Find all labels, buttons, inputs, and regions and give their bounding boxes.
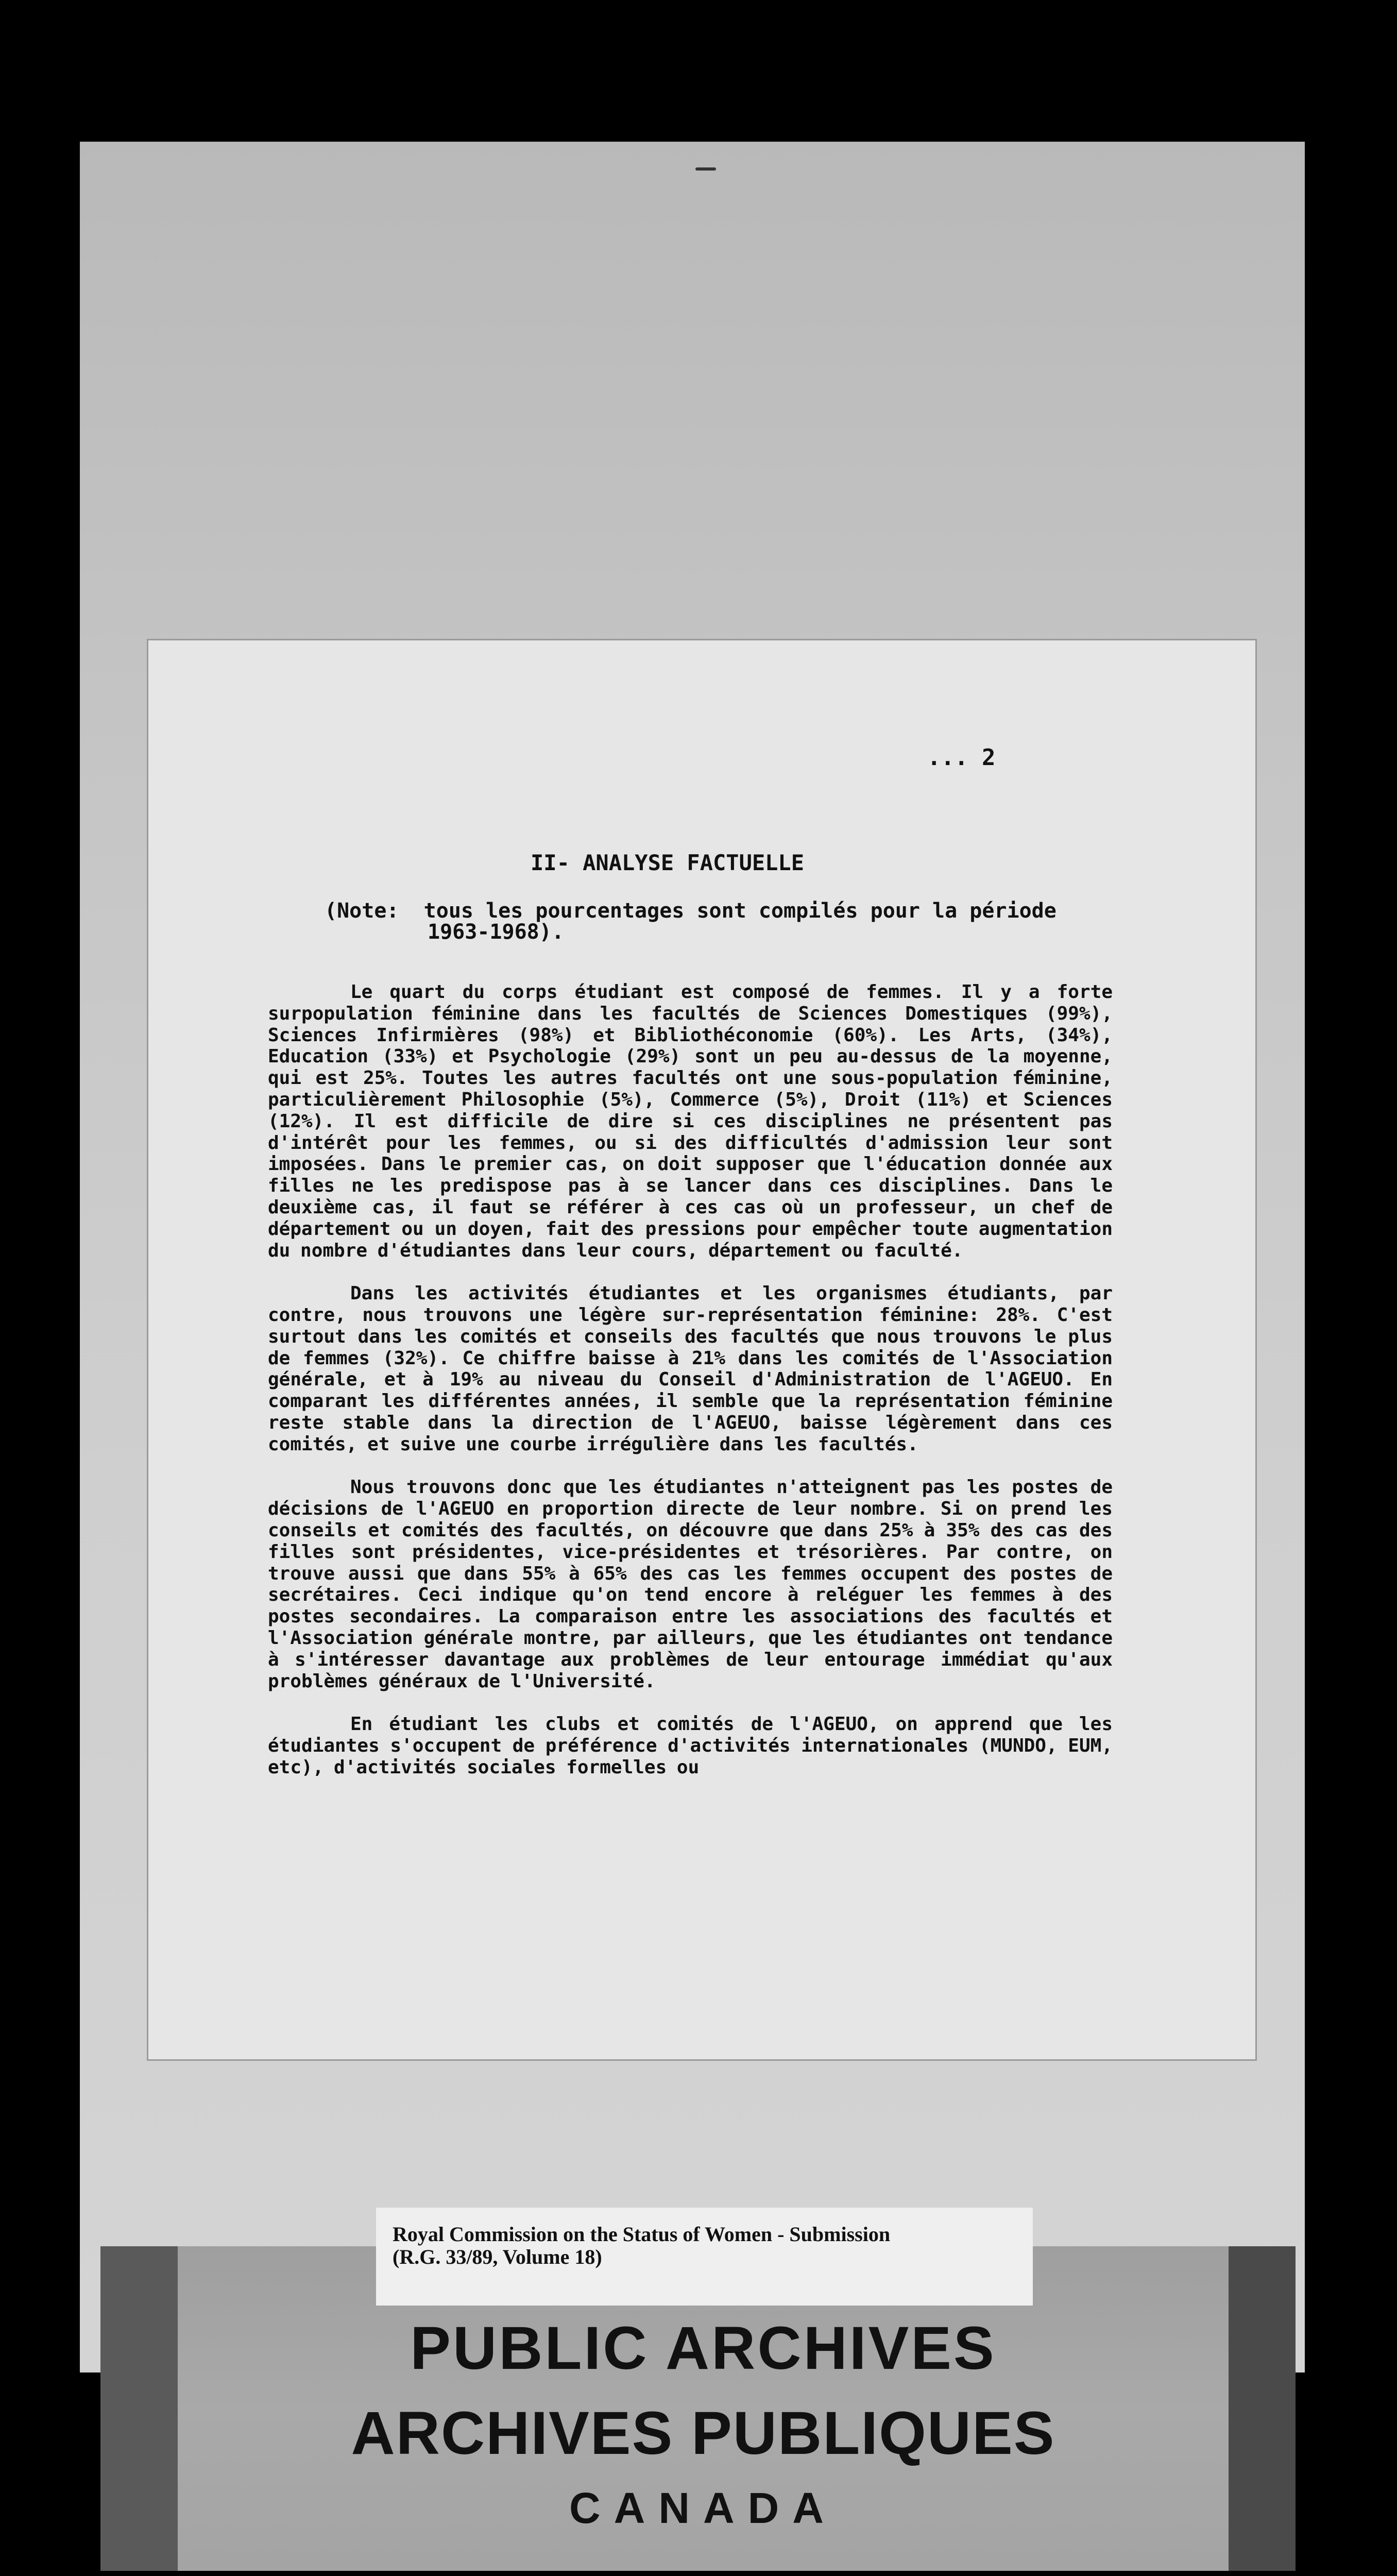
paragraph-1: Le quart du corps étudiant est composé de femmes. Il y a forte surpopulation féminine dans les facultés de Sciences Domestiques (99%), Sciences Infirmières (98%) et Bibliothéconomie (60%). Les Arts, (34%), Education (33%) et Psychologie (29%) sont un peu au-dessus de la moyenne, qui est 25%. Toutes les autres facultés ont une sous-population féminine, particulièrement Philosophie (5%), Commerce (5%), Droit (11%) et Sciences (12%). Il est difficile de dire si ces disciplines ne présentent pas d'intérêt pour les femmes, ou si des difficultés d'admission leur sont imposées. Dans le premier cas, on doit supposer que l'éducation donnée aux filles ne les predispose pas à se lancer dans ces disciplines. Dans le deuxième cas, il faut se référer à ces cas où un professeur, un chef de département ou un doyen, fait des pressions pour empêcher toute augmentation du nombre d'étudiantes dans leur cours, département ou faculté. [268,981,1113,1261]
stamp-edge-right [1229,2246,1296,2571]
section-heading: II- ANALYSE FACTUELLE [531,850,805,875]
paragraph-4: En étudiant les clubs et comités de l'AGEUO, on apprend que les étudiantes s'occupent de préférence d'activités internationales (MUNDO, EUM, etc), d'activités sociales formelles ou [268,1714,1113,1778]
stamp-public-archives: PUBLIC ARCHIVES [410,2314,996,2382]
body-text [268,981,1113,1778]
reference-label [376,2208,1033,2306]
note-line-1: (Note: tous les pourcentages sont compilés pour la période [325,899,1057,923]
stamp-edge-left [100,2246,178,2571]
reference-label-line-2: (R.G. 33/89, Volume 18) [393,2245,602,2268]
reference-label-line-1: Royal Commission on the Status of Women - Submission [393,2223,891,2246]
board-mark [695,167,716,171]
stamp-canada: CANADA [569,2484,837,2532]
note-line-2: 1963-1968). [428,920,564,944]
paragraph-2: Dans les activités étudiantes et les organismes étudiants, par contre, nous trouvons une légère sur-représentation féminine: 28%. C'est surtout dans les comités et conseils des facultés que nous trouvons le plus de femmes (32%). Ce chiffre baisse à 21% dans les comités de l'Association générale, et à 19% au niveau du Conseil d'Administration de l'AGEUO. En comparant les différentes années, il semble que la représentation féminine reste stable dans la direction de l'AGEUO, baisse légèrement dans ces comités, et suive une courbe irrégulière dans les facultés. [268,1283,1113,1455]
paragraph-3: Nous trouvons donc que les étudiantes n'atteignent pas les postes de décisions de l'AGEUO en proportion directe de leur nombre. Si on prend les conseils et comités des facultés, on découvre que dans 25% à 35% des cas des filles sont présidentes, vice-présidentes et trésorières. Par contre, on trouve aussi que dans 55% à 65% des cas les femmes occupent des postes de secrétaires. Ceci indique qu'on tend encore à reléguer les femmes à des postes secondaires. La comparaison entre les associations des facultés et l'Association générale montre, par ailleurs, que les étudiantes ont tendance à s'intéresser davantage aux problèmes de leur entourage immédiat qu'aux problèmes généraux de l'Université. [268,1477,1113,1692]
stamp-archives-publiques: ARCHIVES PUBLIQUES [351,2399,1055,2467]
page-number: ... 2 [927,744,996,771]
